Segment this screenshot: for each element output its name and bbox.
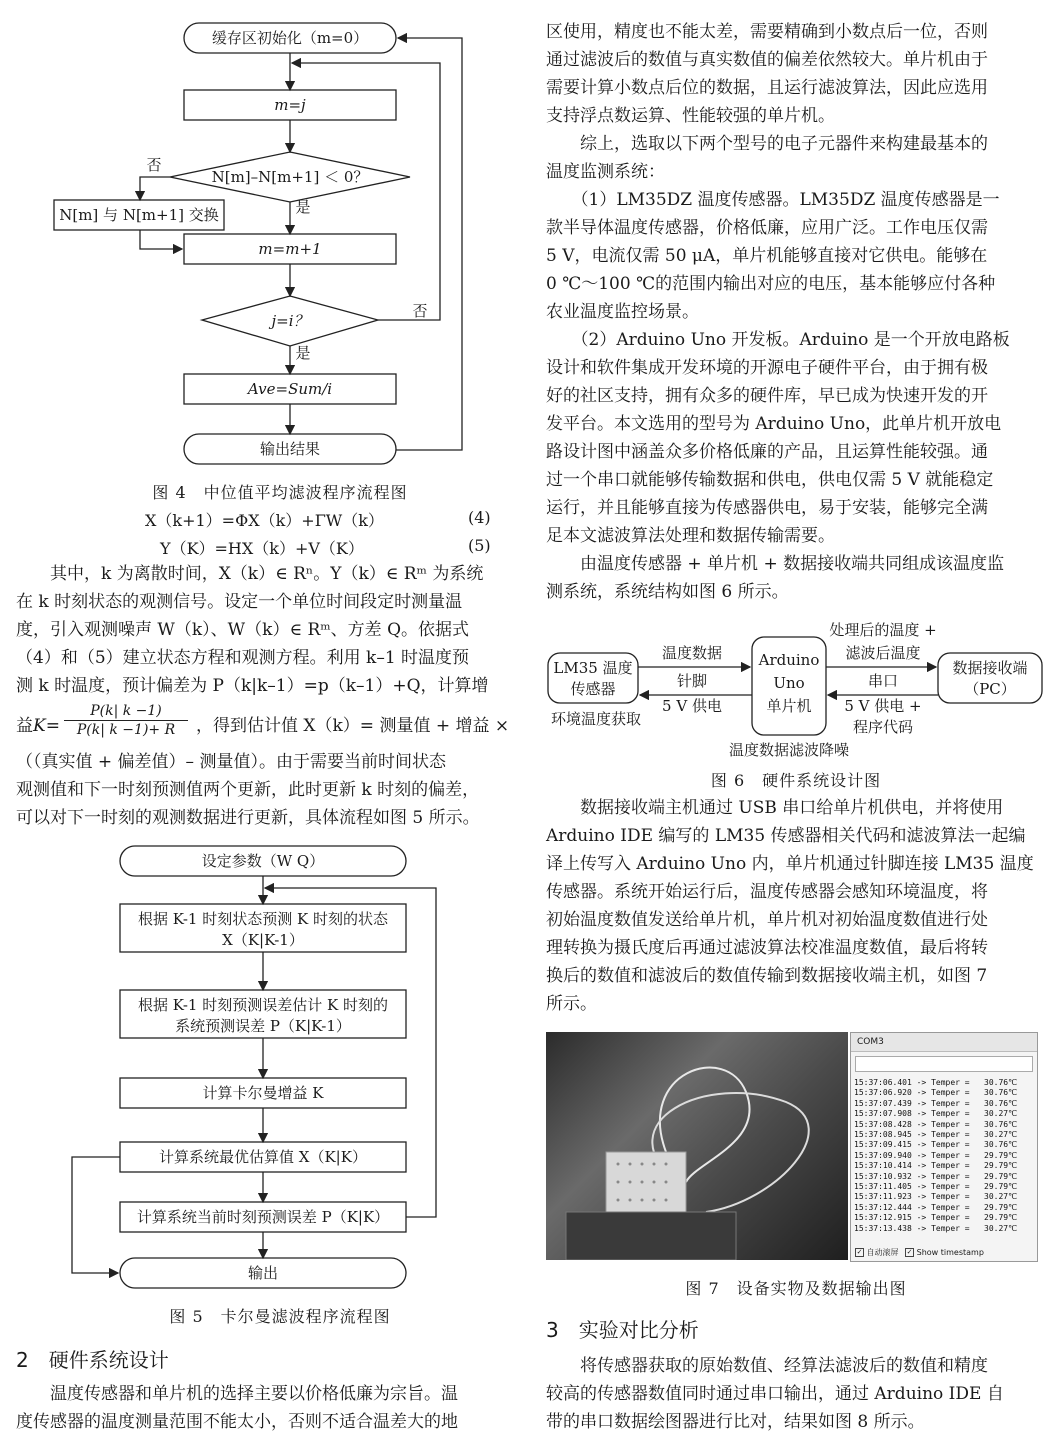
text-line: 观测值和下一时刻预测值两个更新，此时更新 k 时刻的偏差，: [16, 780, 480, 800]
gain-lhs: K=: [33, 716, 60, 736]
fig6-arduino-line2: Uno: [773, 674, 805, 692]
text-line: 可以对下一时刻的观测数据进行更新，具体流程如图 5 所示。: [16, 808, 480, 828]
text-line: 农业温度监控场景。: [546, 302, 699, 322]
serial-title-bar: [851, 1033, 1037, 1052]
text-line: Arduino IDE 编写的 LM35 传感器相关代码和滤波算法一起编: [546, 826, 1026, 846]
fig5-current-error: 计算系统当前时刻预测误差 P（K|K）: [136, 1208, 390, 1226]
fig4-no-label-2: 否: [412, 302, 428, 320]
text-line: 设计和软件集成开发环境的开源电子硬件平台，由于拥有极: [546, 358, 988, 378]
fig4-average: Ave=Sum/i: [247, 380, 333, 398]
text-line: 运行，并且能够直接为传感器供电，易于安装，能够完全满: [546, 498, 988, 518]
device-photo: [546, 1032, 848, 1260]
figure-4-caption: 图 4 中位值平均滤波程序流程图: [152, 483, 408, 502]
autoscroll-checkbox[interactable]: ✓: [856, 1248, 863, 1256]
figure-6-diagram: [540, 615, 1050, 765]
fig6-edge-pin: 针脚: [676, 672, 708, 690]
fig5-predict-line2: X（K|K-1）: [222, 931, 304, 949]
figure-5-caption: 图 5 卡尔曼滤波程序流程图: [169, 1307, 391, 1326]
text-line: （2）Arduino Uno 开发板。Arduino 是一个开放电路板: [546, 330, 1010, 350]
text-line: 带的串口数据绘图器进行比对，结果如图 8 所示。: [546, 1412, 925, 1432]
text-line: 5 V，电流仅需 50 μA，单片机能够直接对它供电。能够在: [546, 246, 988, 266]
fig6-edge-serial: 串口: [867, 672, 899, 690]
fig4-yes-label-2: 是: [295, 344, 311, 362]
fig4-check: j=i？: [271, 312, 309, 330]
fig4-swap: N[m] 与 N[m+1] 交换: [59, 206, 219, 224]
text-line: （1）LM35DZ 温度传感器。LM35DZ 温度传感器是一: [546, 190, 1000, 210]
gain-fraction: [64, 702, 188, 739]
text-line: 数据接收端主机通过 USB 串口给单片机供电，并将使用: [546, 798, 1004, 818]
fig6-arduino-line1: Arduino: [758, 651, 820, 669]
text-line: 温度传感器和单片机的选择主要以价格低廉为宗旨。温: [16, 1384, 458, 1404]
left-paragraph: [16, 560, 516, 700]
gain-denominator: P(k| k −1)+ R: [76, 722, 176, 738]
fig6-filter: 温度数据滤波降噪: [728, 741, 850, 759]
figure-4-flowchart: [0, 0, 520, 475]
right-middle-paragraph: [546, 794, 1046, 1018]
text-line: 传感器。系统开始运行后，温度传感器会感知环境温度，将: [546, 882, 988, 902]
text-line: 路设计图中涵盖众多价格低廉的产品，且运算性能较强。通: [546, 442, 988, 462]
text-line: 过一个串口就能够传输数据和供电，供电仅需 5 V 就能稳定: [546, 470, 994, 490]
serial-window-title: COM3: [857, 1037, 884, 1047]
text-line: 译上传写入 Arduino Uno 内，单片机通过针脚连接 LM35 温度: [546, 854, 1034, 874]
fig4-compare: N[m]–N[m+1] ＜ 0？: [211, 168, 369, 186]
text-line: 在 k 时刻状态的观测信号。设定一个单位时间段定时测量温: [16, 592, 463, 612]
text-line: 所示。: [546, 994, 597, 1014]
gain-numerator: P(k| k −1): [64, 702, 188, 721]
serial-row: 15:37:08.428 -> Temper = 30.76℃: [854, 1119, 1018, 1129]
gain-formula-line: [16, 702, 516, 746]
fig5-predict-line1: 根据 K-1 时刻状态预测 K 时刻的状态: [137, 910, 389, 928]
serial-row: 15:37:06.401 -> Temper = 30.76℃: [854, 1078, 1018, 1087]
text-line: 理转换为摄氏度后再通过滤波算法校准温度数值，最后将转: [546, 938, 988, 958]
serial-output: [851, 1078, 1037, 1234]
section-2-text: [16, 1380, 516, 1436]
fig6-edge-proc-line2: 滤波后温度: [845, 644, 921, 662]
text-line: 好的社区支持，拥有众多的硬件库，早已成为快速开发的开: [546, 386, 988, 406]
text-line: 发平台。本文选用的型号为 Arduino Uno，此单片机开放电: [546, 414, 1002, 434]
text-line: 换后的数值和滤波后的数值传输到数据接收端主机，如图 7: [546, 966, 988, 986]
text-line: 将传感器获取的原始数值、经算法滤波后的数值和精度: [546, 1356, 988, 1376]
fig6-edge-temp: 温度数据: [661, 644, 723, 662]
fig6-pc-line2: （PC）: [964, 680, 1016, 698]
text-line: （（真实值 + 偏差值）– 测量值）。由于需要当前时间状态: [16, 752, 446, 772]
text-line: 足本文滤波算法处理和数据传输需要。: [546, 526, 835, 546]
text-line: 综上，选取以下两个型号的电子元器件来构建最基本的: [546, 134, 988, 154]
serial-input[interactable]: [855, 1056, 1033, 1072]
fig5-optimal: 计算系统最优估算值 X（K|K）: [159, 1148, 367, 1166]
fig6-edge-proc-line1: 处理后的温度 +: [829, 621, 937, 639]
text-line: 较高的传感器数值同时通过串口输出，通过 Arduino IDE 自: [546, 1384, 1004, 1404]
text-line: 初始温度数值发送给单片机，单片机对初始温度数值进行处: [546, 910, 988, 930]
fig6-lm35-line1: LM35 温度: [553, 659, 633, 677]
fig5-params: 设定参数（W Q）: [201, 852, 325, 870]
text-line: 款半导体温度传感器，价格低廉，应用广泛。工作电压仅需: [546, 218, 988, 238]
text-line: 测 k 时温度，预计偏差为 P（k|k–1）=p（k–1）+Q，计算增: [16, 676, 489, 696]
serial-row: 15:37:08.945 -> Temper = 30.27℃: [854, 1130, 1018, 1140]
serial-row: 15:37:07.439 -> Temper = 30.76℃: [854, 1098, 1018, 1108]
text-line: 区使用，精度也不能太差，需要精确到小数点后一位，否则: [546, 22, 988, 42]
equation-4-number: (4): [468, 508, 491, 527]
text-line: （4）和（5）建立状态方程和观测方程。利用 k–1 时温度预: [16, 648, 470, 668]
text-line: 度传感器的温度测量范围不能太小，否则不适合温差大的地: [16, 1412, 458, 1432]
fig5-error-line1: 根据 K-1 时刻预测误差估计 K 时刻的: [137, 996, 389, 1014]
text-line: 需要计算小数点后位的数据，且运行滤波算法，因此应选用: [546, 78, 988, 98]
figure-7-caption: 图 7 设备实物及数据输出图: [685, 1279, 907, 1298]
equation-4: X（k+1）=ΦX（k）+ΓW（k）: [145, 511, 384, 530]
fig6-edge-5v: 5 V 供电: [662, 697, 722, 715]
text-line: 其中，k 为离散时间，X（k）∈ Rⁿ。Y（k）∈ Rᵐ 为系统: [16, 564, 484, 584]
fig6-env: 环境温度获取: [550, 710, 642, 728]
fig4-yes-label-1: 是: [295, 198, 311, 216]
timestamp-checkbox[interactable]: ✓: [906, 1248, 913, 1256]
serial-row: 15:37:10.932 -> Temper = 29.79℃: [854, 1171, 1018, 1181]
autoscroll-label: 自动滚屏: [866, 1248, 899, 1257]
serial-row: 15:37:11.405 -> Temper = 29.79℃: [854, 1182, 1018, 1192]
fig4-increment: m=m+1: [258, 240, 322, 258]
fig6-pc-line1: 数据接收端: [952, 659, 1028, 677]
text-line: 通过滤波后的数值与真实数值的偏差依然较大。单片机由于: [546, 50, 988, 70]
device-photo-illustration: [546, 1032, 848, 1260]
gain-prefix: 益: [16, 716, 33, 736]
right-top-paragraph: [546, 18, 1046, 606]
fig5-error-line2: 系统预测误差 P（K|K-1）: [175, 1017, 351, 1035]
fig4-assign: m=j: [274, 96, 306, 114]
fig6-edge-5v-prog-line2: 程序代码: [852, 718, 914, 736]
serial-row: 15:37:06.920 -> Temper = 30.76℃: [854, 1088, 1018, 1098]
serial-monitor-window: [850, 1032, 1038, 1262]
text-line: 由温度传感器 + 单片机 + 数据接收端共同组成该温度监: [546, 554, 1005, 574]
fig5-gain: 计算卡尔曼增益 K: [202, 1084, 324, 1102]
serial-row: 15:37:13.438 -> Temper = 30.27℃: [854, 1223, 1018, 1233]
text-line: 0 ℃～100 ℃的范围内输出对应的电压，基本能够应付各种: [546, 274, 996, 294]
section-2-title: 2 硬件系统设计: [16, 1348, 169, 1372]
serial-row: 15:37:07.908 -> Temper = 30.27℃: [854, 1109, 1018, 1119]
text-line: 支持浮点数运算、性能较强的单片机。: [546, 106, 835, 126]
section-3-text: [546, 1352, 1046, 1436]
equation-5: Y（K）=HX（k）+V（K）: [160, 539, 364, 558]
left-paragraph-continued: [16, 748, 516, 832]
fig6-lm35-line2: 传感器: [570, 680, 616, 698]
fig6-arduino-line3: 单片机: [766, 697, 812, 715]
serial-row: 15:37:11.923 -> Temper = 30.27℃: [854, 1192, 1018, 1202]
timestamp-label: Show timestamp: [916, 1248, 984, 1257]
equation-5-number: (5): [468, 536, 491, 555]
figure-5-flowchart: [0, 840, 520, 1300]
text-line: 测系统，系统结构如图 6 所示。: [546, 582, 789, 602]
gain-suffix: ，得到估计值 X（k）= 测量值 + 增益 ×: [196, 716, 510, 736]
fig5-output: 输出: [247, 1264, 279, 1282]
figure-6-caption: 图 6 硬件系统设计图: [710, 771, 882, 790]
serial-row: 15:37:12.915 -> Temper = 29.79℃: [854, 1213, 1018, 1223]
serial-row: 15:37:10.414 -> Temper = 29.79℃: [854, 1161, 1018, 1171]
fig4-no-label-1: 否: [146, 156, 162, 174]
serial-row: 15:37:09.415 -> Temper = 30.76℃: [854, 1140, 1018, 1150]
section-3-title: 3 实验对比分析: [546, 1318, 699, 1342]
text-line: 度，引入观测噪声 W（k）、W（k）∈ Rᵐ、方差 Q。依据式: [16, 620, 470, 640]
fig4-output: 输出结果: [259, 440, 321, 458]
text-line: 温度监测系统：: [546, 162, 665, 182]
fig6-edge-5v-prog-line1: 5 V 供电 +: [844, 697, 922, 715]
serial-footer: [855, 1247, 984, 1258]
fig4-init: 缓存区初始化（m=0）: [211, 29, 369, 47]
serial-row: 15:37:09.940 -> Temper = 29.79℃: [854, 1150, 1018, 1160]
serial-row: 15:37:12.444 -> Temper = 29.79℃: [854, 1202, 1018, 1212]
